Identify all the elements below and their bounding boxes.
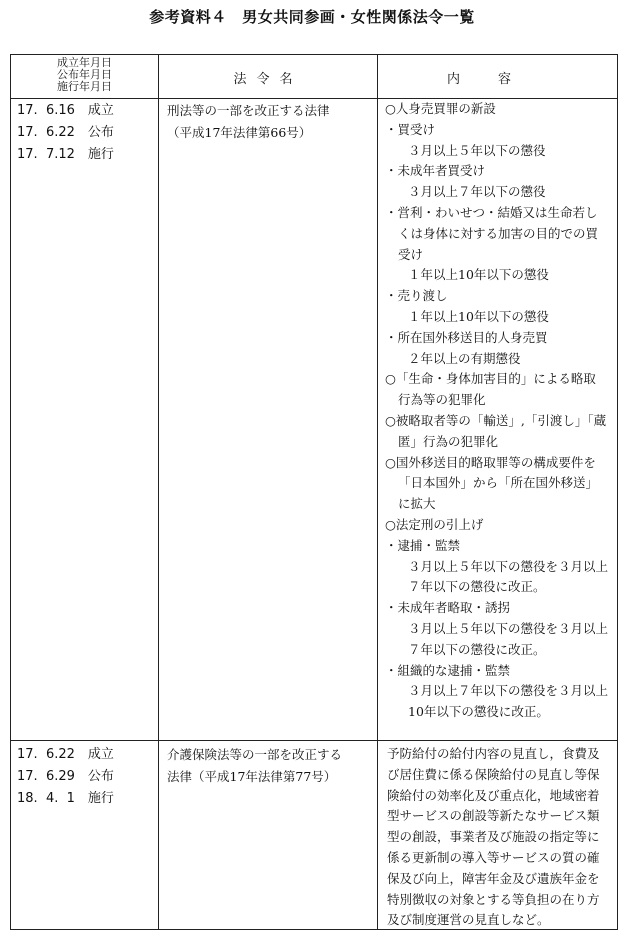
content-line: ○法定刑の引上げ <box>385 516 484 532</box>
content-line: 係る更新制の導入等サービスの質の確 <box>387 849 600 865</box>
content-line: 保及び向上，障害年金及び遺族年金を <box>387 870 600 886</box>
content-line: 「日本国外」から「所在国外移送」 <box>398 475 599 491</box>
content-line: １年以上10年以下の懲役 <box>408 308 549 324</box>
content-line: 型の創設，事業者及び施設の指定等に <box>387 829 600 845</box>
law-line: （平成17年法律第66号） <box>167 125 312 140</box>
law-line: 法律（平成17年法律第77号） <box>167 769 337 784</box>
header-date-promulgated: 公布年月日 <box>57 68 112 81</box>
content-line: くは身体に対する加害の目的での買 <box>398 225 599 241</box>
content-line: 険給付の効率化及び重点化，地域密着 <box>387 787 600 803</box>
content-line: ７年以下の懲役に改正。 <box>408 641 546 657</box>
header-date-column <box>11 57 158 93</box>
date-line: 17. 6.22 成立 <box>17 747 114 762</box>
date-line: 17. 7.12 施行 <box>17 147 114 162</box>
content-line: 匿」行為の犯罪化 <box>398 433 499 449</box>
header-date-enforced: 施行年月日 <box>57 80 112 93</box>
content-line: ・未成年者略取・誘拐 <box>385 600 511 616</box>
content-line: 行為等の犯罪化 <box>398 392 486 408</box>
law-table <box>10 54 618 930</box>
row1-dates <box>17 100 114 166</box>
content-line: ７年以下の懲役に改正。 <box>408 579 546 595</box>
row-divider <box>11 740 617 741</box>
content-line: ・売り渡し <box>385 288 448 304</box>
header-date-enacted: 成立年月日 <box>57 56 112 69</box>
content-line: 型サービスの創設等新たなサービス類 <box>387 808 600 824</box>
content-line: に拡大 <box>398 496 436 512</box>
content-line: ３月以上７年以下の懲役 <box>408 184 546 200</box>
content-line: 10年以下の懲役に改正。 <box>408 704 549 720</box>
row1-law-name <box>167 100 372 144</box>
content-line: ３月以上５年以下の懲役を３月以上 <box>408 620 609 636</box>
date-line: 17. 6.29 公布 <box>17 769 114 784</box>
content-line: ・逮捕・監禁 <box>385 537 461 553</box>
row1-content <box>385 99 617 723</box>
content-line: ３月以上５年以下の懲役 <box>408 142 546 158</box>
content-line: ・組織的な逮捕・監禁 <box>385 662 511 678</box>
content-line: び居住費に係る保険給付の見直し等保 <box>387 766 600 782</box>
content-line: ３月以上７年以下の懲役を３月以上 <box>408 683 609 699</box>
date-line: 18. 4. 1 施行 <box>17 791 114 806</box>
row2-dates <box>17 744 114 810</box>
content-line: 及び制度運営の見直しなど。 <box>387 912 550 928</box>
content-line: ・買受け <box>385 121 436 137</box>
content-line: ○国外移送目的略取罪等の構成要件を <box>385 454 596 470</box>
content-line: ・所在国外移送目的人身売買 <box>385 329 548 345</box>
date-line: 17. 6.16 成立 <box>17 103 114 118</box>
row2-law-name <box>167 744 372 788</box>
content-line: ３月以上５年以下の懲役を３月以上 <box>408 558 609 574</box>
content-line: ・営利・わいせつ・結婚又は生命若し <box>385 204 598 220</box>
content-line: 受け <box>398 246 424 262</box>
content-line: 特別徴収の対象とする等負担の在り方 <box>387 891 600 907</box>
column-divider <box>377 55 378 929</box>
content-line: ○「生命・身体加害目的」による略取 <box>385 371 596 387</box>
content-line: １年以上10年以下の懲役 <box>408 267 549 283</box>
header-content: 内容 <box>446 72 549 87</box>
date-line: 17. 6.22 公布 <box>17 125 114 140</box>
content-line: ○被略取者等の「輸送」,「引渡し」「蔵 <box>385 412 607 428</box>
content-line: ２年以上の有期懲役 <box>408 350 521 366</box>
page-title: 参考資料４ 男女共同参画・女性関係法令一覧 <box>149 8 475 26</box>
law-line: 介護保険法等の一部を改正する <box>167 747 343 762</box>
row2-content <box>387 744 617 931</box>
law-line: 刑法等の一部を改正する法律 <box>167 103 330 118</box>
content-line: ・未成年者買受け <box>385 163 486 179</box>
header-law-name: 法令名 <box>233 72 303 87</box>
content-line: 予防給付の給付内容の見直し，食費及 <box>387 746 600 761</box>
content-line: ○人身売買罪の新設 <box>385 101 496 116</box>
column-divider <box>158 55 159 929</box>
